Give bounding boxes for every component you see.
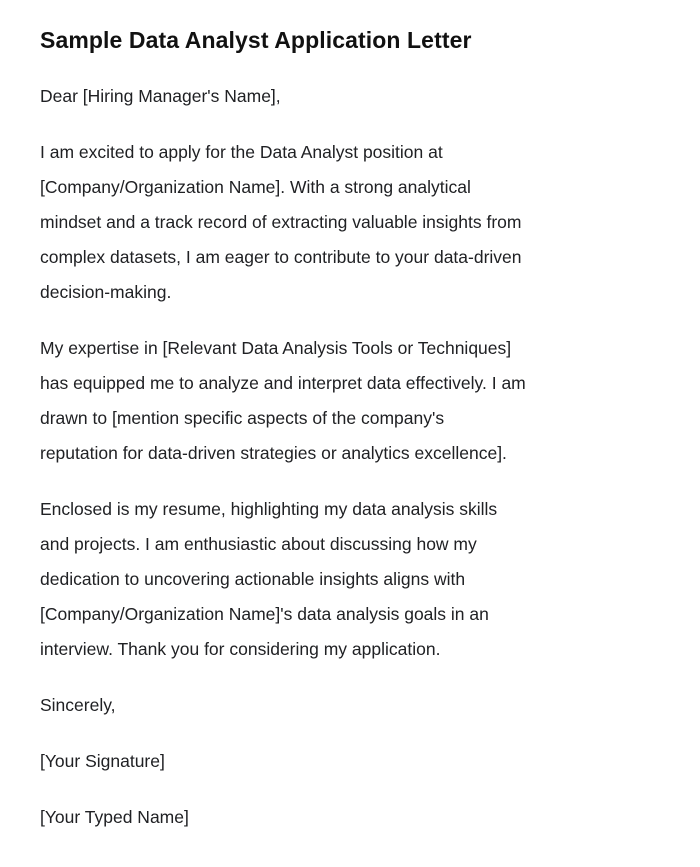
letter-paragraph-3 <box>40 492 642 667</box>
closing: Sincerely, <box>40 695 116 715</box>
paragraph-line: complex datasets, I am eager to contribute to your data-driven <box>40 247 522 267</box>
signature-placeholder: [Your Signature] <box>40 751 165 771</box>
paragraph-line: dedication to uncovering actionable insights aligns with <box>40 569 466 589</box>
paragraph-line: drawn to [mention specific aspects of the company's <box>40 408 445 428</box>
page-title: Sample Data Analyst Application Letter <box>40 27 472 53</box>
salutation: Dear [Hiring Manager's Name], <box>40 86 281 106</box>
paragraph-line: and projects. I am enthusiastic about discussing how my <box>40 534 477 554</box>
letter-paragraph-1 <box>40 135 642 310</box>
paragraph-line: [Company/Organization Name]. With a strong analytical <box>40 177 471 197</box>
paragraph-line: My expertise in [Relevant Data Analysis Tools or Techniques] <box>40 338 512 358</box>
paragraph-line: reputation for data-driven strategies or analytics excellence]. <box>40 443 507 463</box>
paragraph-line: interview. Thank you for considering my application. <box>40 639 441 659</box>
paragraph-line: [Company/Organization Name]'s data analysis goals in an <box>40 604 489 624</box>
typed-name-placeholder: [Your Typed Name] <box>40 807 189 827</box>
paragraph-line: mindset and a track record of extracting valuable insights from <box>40 212 522 232</box>
paragraph-line: I am excited to apply for the Data Analyst position at <box>40 142 443 162</box>
letter-paragraph-2 <box>40 331 642 471</box>
paragraph-line: decision-making. <box>40 282 172 302</box>
paragraph-line: Enclosed is my resume, highlighting my data analysis skills <box>40 499 498 519</box>
paragraph-line: has equipped me to analyze and interpret data effectively. I am <box>40 373 526 393</box>
